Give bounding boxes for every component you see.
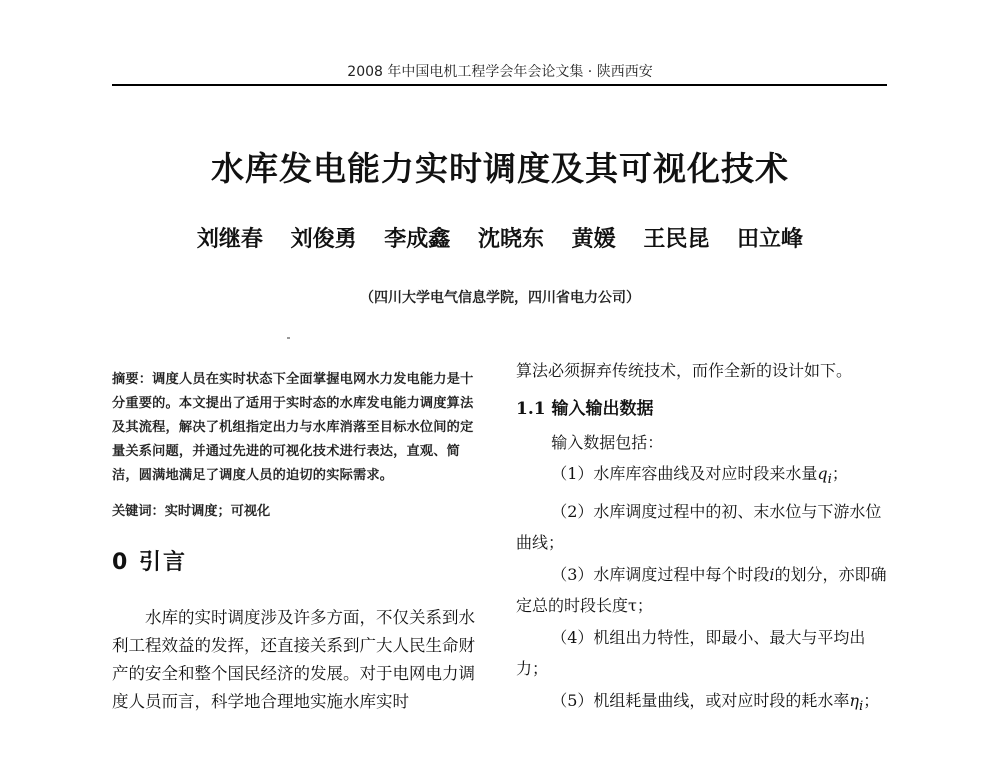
math-subscript: i: [858, 698, 864, 714]
keywords-label: 关键词：: [112, 504, 165, 519]
affiliation: （四川大学电气信息学院，四川省电力公司）: [360, 290, 640, 306]
author: 李成鑫: [384, 226, 451, 252]
author: 田立峰: [737, 226, 804, 252]
item-text: （5）机组耗量曲线，或对应时段的耗水率: [551, 690, 850, 710]
input-item-4: （4）机组出力特性，即最小、最大与平均出力；: [516, 627, 866, 679]
left-column: [112, 368, 482, 716]
subsection-heading: 1.1 输入输出数据: [516, 398, 654, 419]
keywords-text: 实时调度；可视化: [164, 504, 271, 519]
running-head: 2008 年中国电机工程学会年会论文集 · 陕西西安: [347, 64, 653, 80]
input-item-1: [516, 458, 888, 496]
math-symbol: q: [817, 464, 828, 483]
author: 黄媛: [571, 226, 616, 252]
math-symbol: η: [849, 690, 859, 710]
item-text: （1）水库库容曲线及对应时段来水量: [551, 464, 818, 483]
right-column: [516, 355, 888, 722]
scan-speck: [287, 337, 290, 339]
author: 沈晓东: [477, 226, 544, 252]
item-text: （3）水库调度过程中每个时段: [551, 564, 770, 584]
input-item-2: （2）水库调度过程中的初、末水位与下游水位曲线；: [516, 501, 882, 553]
author-list: [0, 222, 1000, 253]
right-intro-text: 算法必须摒弃传统技术，而作全新的设计如下。: [516, 361, 853, 380]
item-end: ；: [863, 690, 880, 710]
input-item-3: [516, 559, 888, 622]
item-end: ；: [831, 464, 848, 483]
input-lead: 输入数据包括：: [551, 432, 664, 452]
math-symbol: i: [769, 564, 775, 584]
intro-body: [112, 604, 482, 716]
paper-title: 水库发电能力实时调度及其可视化技术: [211, 149, 789, 188]
math-subscript: i: [827, 472, 832, 488]
item-end: 的划分，亦即确定总的时段长度τ；: [516, 564, 887, 616]
input-item-5: [516, 685, 888, 723]
author: 刘继春: [196, 226, 263, 252]
abstract: [112, 368, 482, 488]
intro-paragraph: 水库的实时调度涉及许多方面，不仅关系到水利工程效益的发挥，还直接关系到广大人民生命财产的安全和整个国民经济的发展。对于电网电力调度人员而言，科学地合理地实施水库实时: [112, 608, 475, 711]
header-rule: [112, 84, 887, 86]
section-heading-intro: 0 引言: [112, 550, 187, 575]
author: 王民昆: [643, 226, 710, 252]
abstract-label: 摘要：: [112, 372, 153, 387]
author: 刘俊勇: [290, 226, 357, 252]
abstract-text: 调度人员在实时状态下全面掌握电网水力发电能力是十分重要的。本文提出了适用于实时态的水库发电能力调度算法及其流程，解决了机组指定出力与水库消落至目标水位间的定量关系问题，并通过先进的可视化技术进行表达，直观、简洁，圆满地满足了调度人员的迫切的实际需求。: [112, 372, 474, 483]
keywords: [112, 500, 482, 519]
